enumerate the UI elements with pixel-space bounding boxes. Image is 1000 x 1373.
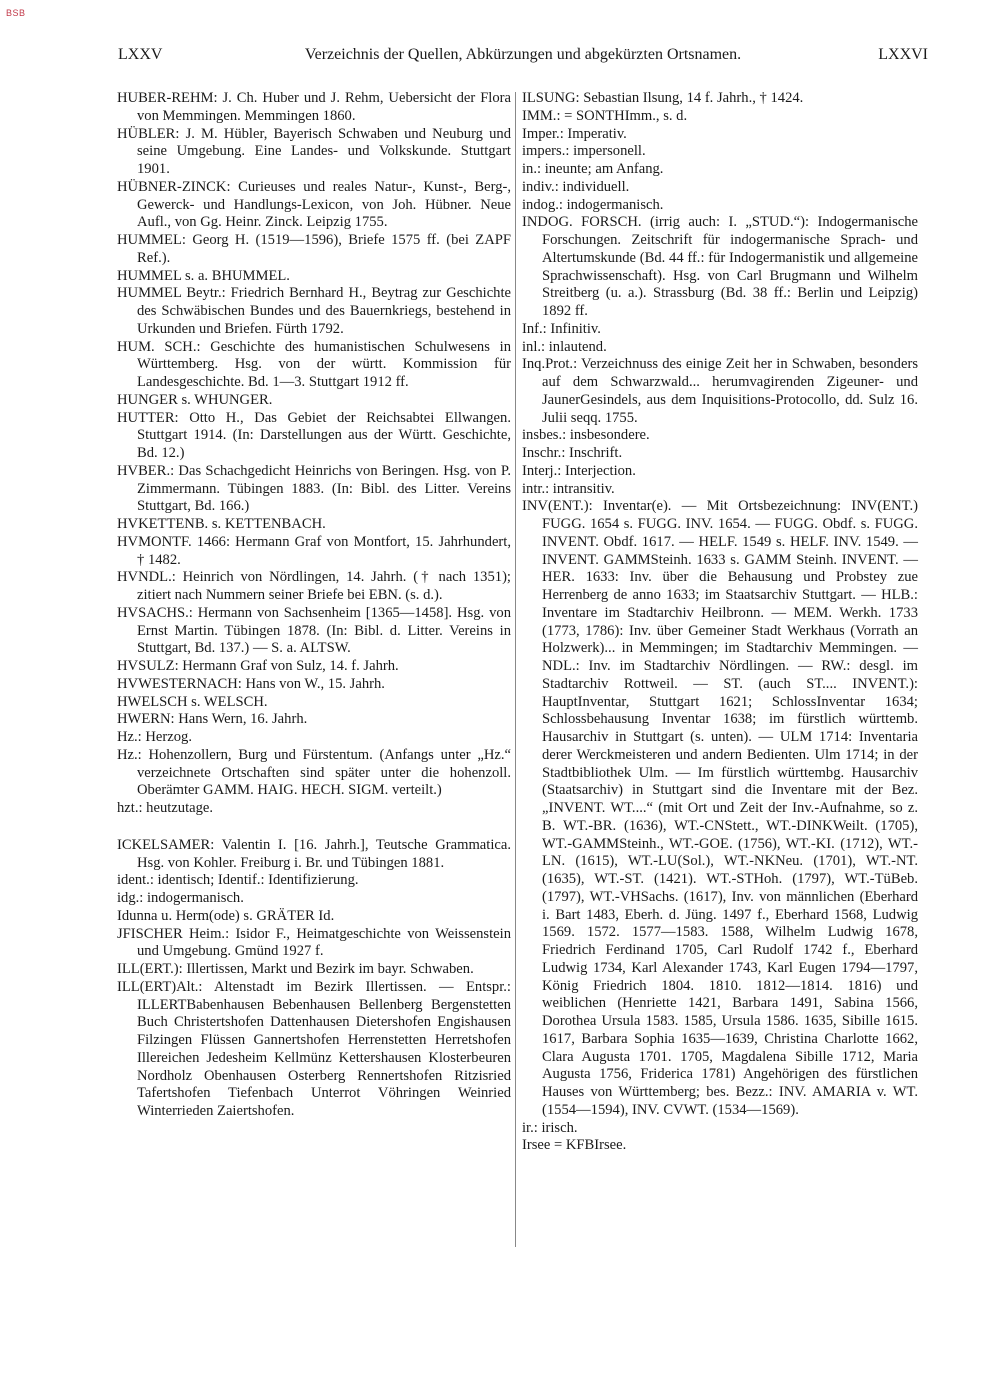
index-entry: HVBER.: Das Schachgedicht Heinrichs von Beringen. Hsg. von P. Zimmermann. Tübingen 1883. (In: Bibl. des Litter. Vereins Stuttgart, Bd. 166.): [117, 462, 511, 515]
index-entry: ILL(ERT.): Illertissen, Markt und Bezirk im bayr. Schwaben.: [117, 961, 474, 977]
index-entry: HVMONTF. 1466: Hermann Graf von Montfort, 15. Jahrhundert, † 1482.: [117, 533, 511, 568]
index-entry: HUMMEL: Georg H. (1519—1596), Briefe 1575 ff. (bei ZAPF Ref.).: [117, 232, 511, 266]
index-entry: Inf.: Infinitiv.: [522, 320, 601, 337]
entry-group-h: [117, 90, 511, 818]
index-entry: HUBER-REHM: J. Ch. Huber und J. Rehm, Uebersicht der Flora von Memmingen. Memmingen 1860.: [117, 90, 511, 124]
index-entry: intr.: intransitiv.: [522, 480, 615, 497]
index-entry: HVWESTERNACH: Hans von W., 15. Jahrh.: [117, 675, 385, 692]
index-entry: HVNDL.: Heinrich von Nördlingen, 14. Jahrh. († nach 1351); zitiert nach Nummern seiner Briefe bei EBN. (s. d.).: [117, 569, 511, 603]
index-entry: HWERN: Hans Wern, 16. Jahrh.: [117, 711, 308, 728]
entry-group-right: [522, 90, 918, 1155]
index-entry: Irsee = KFBIrsee.: [522, 1137, 627, 1154]
page-number-left: LXXV: [118, 46, 163, 63]
index-entry: HVKETTENB. s. KETTENBACH.: [117, 516, 326, 532]
index-entry: HWELSCH s. WELSCH.: [117, 693, 268, 710]
left-column: [117, 90, 511, 1121]
index-entry: ident.: identisch; Identif.: Identifizierung.: [117, 872, 359, 889]
index-entry: Interj.: Interjection.: [522, 462, 636, 479]
index-entry: IMM.: = SONTHImm., s. d.: [522, 107, 688, 124]
index-entry: HÜBLER: J. M. Hübler, Bayerisch Schwaben und Neuburg und seine Umgebung. Eine Landes- und Volkskunde. Stuttgart 1901.: [117, 125, 511, 177]
library-watermark: BSB: [6, 8, 26, 18]
index-entry: HUM. SCH.: Geschichte des humanistischen Schulwesens in Württemberg. Hsg. von der württ. Kommission für Landesgeschichte. Bd. 1—3. Stuttgart 1912 ff.: [117, 338, 511, 390]
index-entry: HÜBNER-ZINCK: Curieuses und reales Natur-, Kunst-, Berg-, Gewerck- und Handlungs-Lexicon, von Joh. Hübner. Neue Aufl., von Gg. Heinr. Zinck. Leipzig 1755.: [117, 178, 511, 231]
index-entry: Hz.: Hohenzollern, Burg und Fürstentum. (Anfangs unter „Hz.“ verzeichnete Ortschaften sind später unter die hohenzoll. Oberämter GAMM. HAIG. HECH. SIGM. verteilt.): [117, 746, 511, 799]
index-entry: Imper.: Imperativ.: [522, 125, 627, 142]
index-entry: indog.: indogermanisch.: [522, 196, 664, 213]
index-entry: Idunna u. Herm(ode) s. GRÄTER Id.: [117, 907, 335, 924]
index-entry: in.: ineunte; am Anfang.: [522, 161, 664, 177]
index-entry: Inq.Prot.: Verzeichnuss des einige Zeit her in Schwaben, besonders auf dem Schwarzwald... herumvagirenden Zigeuner- und JaunerGesindels, aus dem Inquisitions-Protocollo, dd. Sulz 16. Julii seqq. 1755.: [522, 356, 918, 426]
index-entry: INDOG. FORSCH. (irrig auch: I. „STUD.“): Indogermanische Forschungen. Zeitschrift für indogermanische Sprach- und Altertumskunde (Bd. 44 ff.: für Indogermanistik und allgemeine Sprachwissenschaft). Hsg. von Carl Brugmann und Wilhelm Streitberg (u. a.). Strassburg (Bd. 38 ff.: Berlin und Leipzig) 1892 ff.: [522, 214, 918, 319]
right-column: [522, 90, 918, 1155]
index-entry: HVSACHS.: Hermann von Sachsenheim [1365—1458]. Hsg. von Ernst Martin. Tübingen 1878. (In: Bibl. d. Litter. Vereins in Stuttgart, Bd. 137.) — S. a. ALTSW.: [117, 604, 511, 657]
index-entry: idg.: indogermanisch.: [117, 890, 244, 906]
index-entry: INV(ENT.): Inventar(e). — Mit Ortsbezeichnung: INV(ENT.) FUGG. 1654 s. FUGG. INV. 1654. — FUGG. Obdf. s. FUGG. INVENT. Obdf. 1617. — HELF. 1549 s. HELF. INV. 1549. — INVENT. GAMMSteinh. 1633 s. GAMM Steinh. INVENT. — HER. 1633: Inv. über die Behausung und Probstey zue Herrenberg de anno 1633; im Staatsarchiv Stuttgart. — HLB.: Inventare im Stadtarchiv Heilbronn. — MEM. Werkh. 1733 (1773, 1786): Inv. über Gemeiner Stadt Werkhaus (Vorrath an Holzwerk)... in Memmingen; im Stadtarchiv Memmingen. — NDL.: Inv. im Stadtarchiv Nördlingen. — RW.: desgl. im Stadtarchiv Rottweil. — ST. (auch ST.... INVENT.): HauptInventar, Stuttgart 1621; SchlossInventar 1634; Schlossbehausung Inventar 1638; im fürstlich württemb. Hausarchiv in Stuttgart (s. unten). — ULM 1714: Inventaria derer Werckmeisteren und andern Bedienten. Ulm 1714; in der Stadtbibliothek Ulm. — Im fürstlich württembg. Hausarchiv (Staatsarchiv) in Stuttgart sind die Inventare mit der Bez. „INVENT. WT....“ (mit Ort und Zeit der Inv.-Aufnahme, so z. B. WT.-BR. (1636), WT.-CNStett., WT.-DINKWeilt. (1705), WT.-GAMMSteinh., WT.-GOE. (1756), WT.-KI. (1712), WT.-LN. (1615), WT.-LU(Sol.), WT.-NKNeu. (1701), WT.-NT. (1635), WT.-ST. (1421). WT.-STHoh. (1797), WT.-TüBeb. (1797), WT.-VHSachs. (1617), Inv. von männlichen (Eberhard i. Bart 1483, Eberh. d. Jüng. 1497 f., Eberhard 1568, Ludwig 1569. 1572. 1577—1583. 1588, Wilhelm Ludwig 1678, Friedrich Ferdinand 1705, Carl Rudolf 1742 f., Eberhard Ludwig 1734, Karl Alexander 1743, Karl Eugen 1794—1797, König Friedrich 1804. 1810. 1812—1814. 1816) und weiblichen (Henriette 1421, Barbara 1491, Sabina 1566, Dorothea Ursula 1583. 1585, Ursula 1586. 1635, Sibille 1615. 1617, Barbara Sophia 1635—1639, Christina Charlotte 1662, Clara Augusta 1701. 1705, Magdalena Sibille 1712, Maria Augusta 1756, Friderica 1781) Angehörigen des fürstlichen Hauses von Württemberg; bes. Bezz.: INV. AMARIA v. WT. (1554—1594), INV. CVWT. (1534—1569).: [522, 498, 918, 1118]
index-entry: ILL(ERT)Alt.: Altenstadt im Bezirk Illertissen. — Entspr.: ILLERTBabenhausen Bebenhausen Bellenberg Bergenstetten Buch Christertshofen Dattenhausen Dietershofen Engishausen Filzingen Flüssen Gannertshofen Herrenstetten Herretshofen Illereichen Jedesheim Kellmünz Kettershausen Klosterbeuren Nordholz Obenhausen Osterberg Rennertshofen Ritzisried Tafertshofen Tiefenbach Unterrot Vöhringen Weinried Winterrieden Zaiertshofen.: [117, 978, 511, 1119]
index-entry: Inschr.: Inschrift.: [522, 445, 623, 461]
index-entry: JFISCHER Heim.: Isidor F., Heimatgeschichte von Weissenstein und Umgebung. Gmünd 1927 f.: [117, 925, 511, 960]
index-entry: ILSUNG: Sebastian Ilsung, 14 f. Jahrh., † 1424.: [522, 90, 804, 106]
group-spacer: [117, 818, 511, 837]
index-entry: inl.: inlautend.: [522, 338, 607, 355]
page-title: Verzeichnis der Quellen, Abkürzungen und abgekürzten Ortsnamen.: [304, 46, 742, 63]
index-entry: insbes.: insbesondere.: [522, 427, 650, 444]
index-entry: Hz.: Herzog.: [117, 729, 192, 745]
index-entry: HUTTER: Otto H., Das Gebiet der Reichsabtei Ellwangen. Stuttgart 1914. (In: Darstellungen aus der Württ. Geschichte, Bd. 12.): [117, 409, 511, 461]
page-number-right: LXXVI: [878, 46, 928, 63]
index-entry: hzt.: heutzutage.: [117, 800, 214, 816]
column-divider: [515, 92, 516, 1247]
index-entry: impers.: impersonell.: [522, 143, 646, 160]
index-entry: ir.: irisch.: [522, 1119, 578, 1136]
index-entry: ICKELSAMER: Valentin I. [16. Jahrh.], Teutsche Grammatica. Hsg. von Kohler. Freiburg i. Br. und Tübingen 1881.: [117, 836, 511, 871]
index-entry: HUNGER s. WHUNGER.: [117, 391, 273, 408]
index-entry: HUMMEL Beytr.: Friedrich Bernhard H., Beytrag zur Geschichte des Schwäbischen Bundes und des Bauernkriegs, bestehend in Urkunden und Briefen. Fürth 1792.: [117, 285, 511, 337]
entry-group-i: [117, 837, 511, 1121]
index-entry: HUMMEL s. a. BHUMMEL.: [117, 267, 290, 284]
index-entry: indiv.: individuell.: [522, 178, 630, 195]
page-header: [118, 46, 928, 68]
index-entry: HVSULZ: Hermann Graf von Sulz, 14. f. Jahrh.: [117, 658, 399, 674]
